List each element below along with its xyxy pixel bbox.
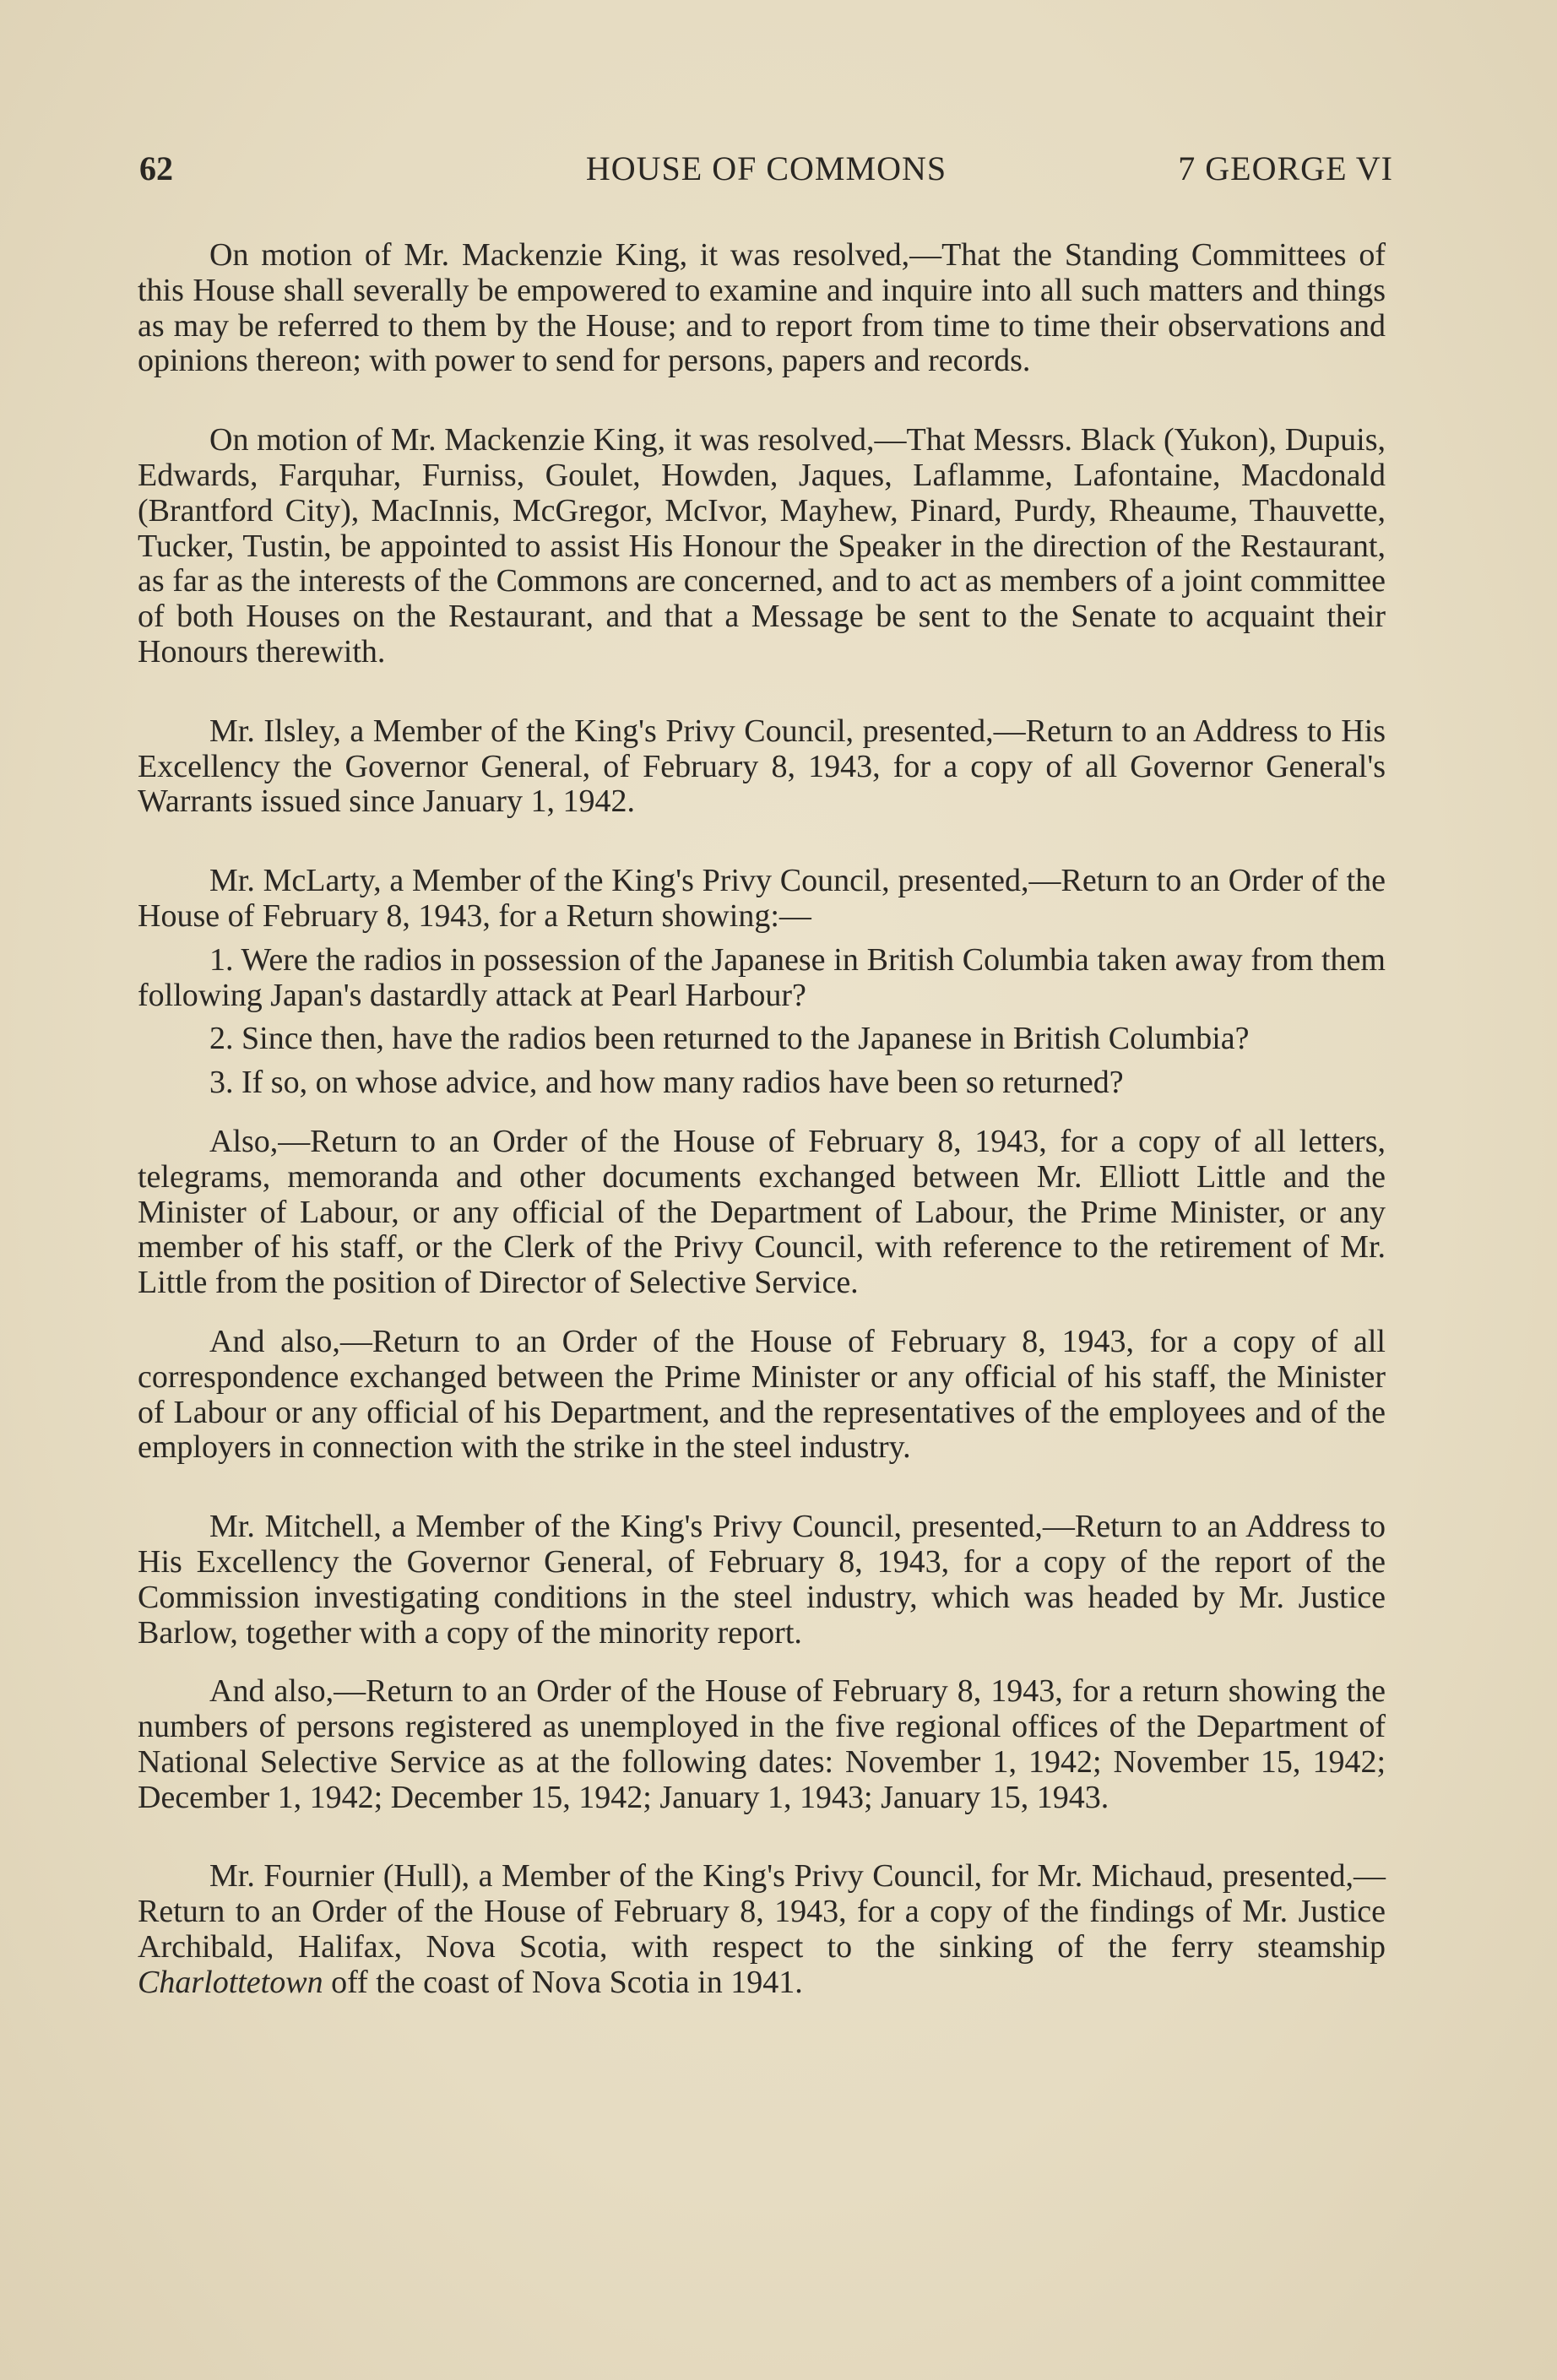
question-3: 3. If so, on whose advice, and how many radios have been so returned? — [209, 1065, 1124, 1101]
fournier-text-end: off the coast of Nova Scotia in 1941. — [323, 1964, 803, 2000]
fournier-text-start: Mr. Fournier (Hull), a Member of the King's Privy Council, for Mr. Michaud, presented,—Return to an Order of the House of February 8, 1943, for a copy of the findings of Mr. Justice Archibald, Halifax, Nova Scotia, with respect to the sinking of the ferry steamship — [138, 1858, 1386, 1965]
paragraph-steel-strike-return: And also,—Return to an Order of the House of February 8, 1943, for a copy of all correspondence exchanged between the Prime Minister or any official of his staff, the Minister of Labour or any official of his Department, and the representatives of the employees and of the employers in connection with the strike in the steel industry. — [138, 1323, 1386, 1466]
question-2: 2. Since then, have the radios been returned to the Japanese in British Columbia? — [209, 1021, 1250, 1057]
paragraph-fournier-return — [138, 1859, 1386, 2000]
question-1: 1. Were the radios in possession of the Japanese in British Columbia taken away from them following Japan's dastardly attack at Pearl Harbour? — [138, 941, 1386, 1013]
paragraph-elliott-little-return: Also,—Return to an Order of the House of February 8, 1943, for a copy of all letters, telegrams, memoranda and other documents exchanged between Mr. Elliott Little and the Minister of Labour, or any official of the Department of Labour, the Prime Minister, or any member of his staff, or the Clerk of the Privy Council, with reference to the retirement of Mr. Little from the position of Director of Selective Service. — [138, 1123, 1386, 1301]
running-title: HOUSE OF COMMONS — [585, 149, 947, 187]
paragraph-mitchell-return: Mr. Mitchell, a Member of the King's Privy Council, presented,—Return to an Address to His Excellency the Governor General, of February 8, 1943, for a copy of the report of the Commission investigating conditions in the steel industry, which was headed by Mr. Justice Barlow, together with a copy of the minority report. — [138, 1509, 1386, 1651]
regnal-year: 7 GEORGE VI — [1178, 149, 1393, 187]
page-number: 62 — [139, 149, 173, 187]
page-header — [139, 148, 1393, 190]
paragraph-restaurant-committee: On motion of Mr. Mackenzie King, it was resolved,—That Messrs. Black (Yukon), Dupuis, Edwards, Farquhar, Furniss, Goulet, Howden, Jaques, Laflamme, Lafontaine, Macdonald (Brantford City), MacInnis, McGregor, McIvor, Mayhew, Pinard, Purdy, Rheaume, Thauvette, Tucker, Tustin, be appointed to assist His Honour the Speaker in the direction of the Restaurant, as far as the interests of the Commons are concerned, and to act as members of a joint committee of both Houses on the Restaurant, and that a Message be sent to the Senate to acquaint their Honours therewith. — [138, 422, 1386, 670]
journal-body — [138, 238, 1386, 2001]
paragraph-unemployed-return: And also,—Return to an Order of the House of February 8, 1943, for a return showing the numbers of persons registered as unemployed in the five regional offices of the Department of National Selective Service as at the following dates: November 1, 1942; November 15, 1942; December 1, 1942; December 15, 1942; January 1, 1943; January 15, 1943. — [138, 1673, 1386, 1815]
paragraph-standing-committees: On motion of Mr. Mackenzie King, it was resolved,—That the Standing Committees of this House shall severally be empowered to examine and inquire into all such matters and things as may be referred to them by the House; and to report from time to time their observations and opinions thereon; with power to send for persons, papers and records. — [138, 237, 1386, 379]
paragraph-ilsley-return: Mr. Ilsley, a Member of the King's Privy Council, presented,—Return to an Address to His Excellency the Governor General, of February 8, 1943, for a copy of all Governor General's Warrants issued since January 1, 1942. — [138, 713, 1386, 820]
ship-name: Charlottetown — [138, 1964, 323, 2000]
paragraph-mclarty-return: Mr. McLarty, a Member of the King's Privy Council, presented,—Return to an Order of the House of February 8, 1943, for a Return showing:— — [138, 863, 1386, 934]
